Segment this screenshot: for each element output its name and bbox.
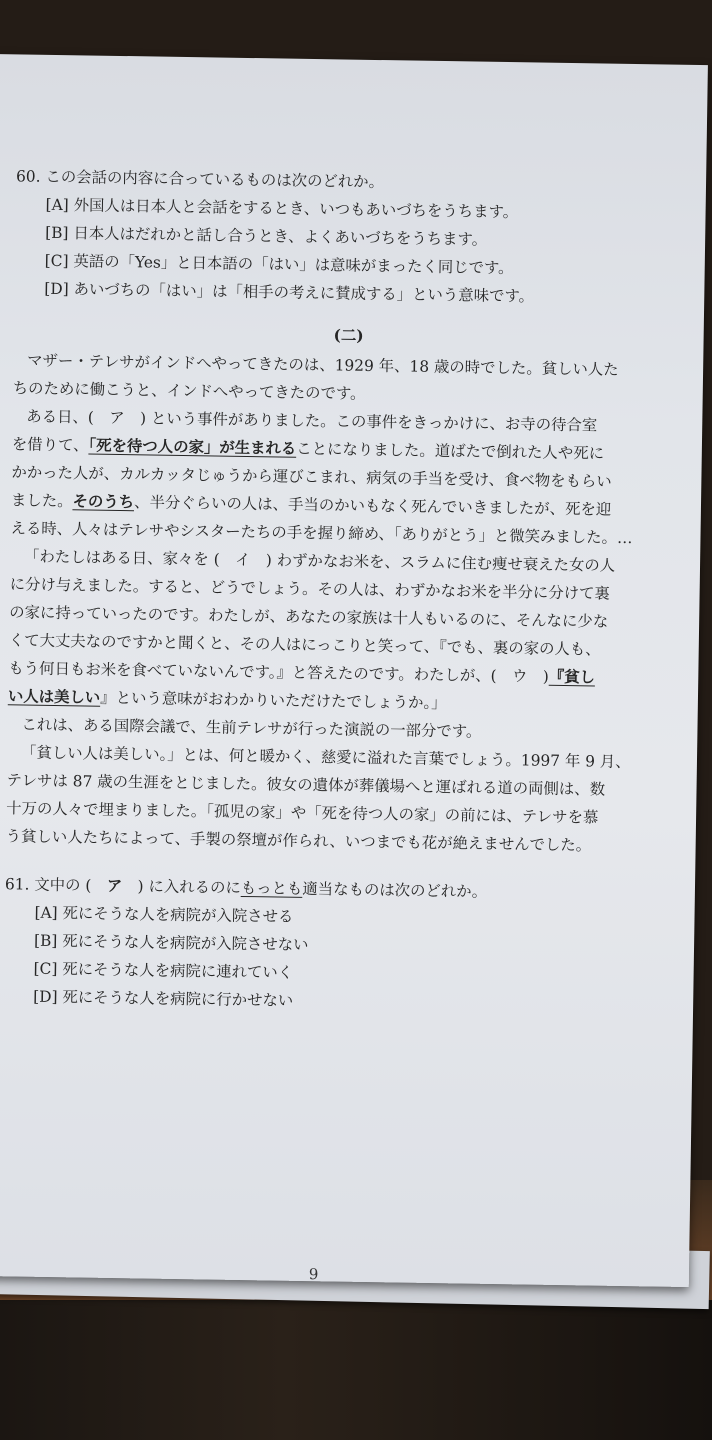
section-title: (二) (333, 326, 364, 345)
page-number: 9 (308, 1265, 319, 1284)
passage-text: ことになりました。道ばたで倒れた人や死に (296, 439, 605, 463)
passage-text: もう何日もお米を食べていないんです。』と答えたのです。わたしが、( ウ ) (8, 659, 549, 686)
passage-line: テレサは 87 歳の生涯をとじました。彼女の遺体が葬儀場へと運ばれる道の両側は、数 (6, 771, 606, 799)
question-60-title: 60. この会話の内容に合っているものは次のどれか。 (15, 167, 385, 192)
passage-line: マザー・テレサがインドへやってきたのは、1929 年、18 歳の時でした。貧しい人た (27, 351, 619, 379)
underlined-phrase: 「死を待つ人の家」が生まれる (88, 436, 297, 458)
question-61-option-b: [B] 死にそうな人を病院が入院させない (33, 931, 309, 955)
question-text: 適当なものは次のどれか。 (302, 879, 488, 901)
underlined-phrase: そのうち (72, 492, 135, 512)
blank-marker: ア (106, 876, 123, 896)
passage-line: 「貧しい人は美しい。」とは、何と暖かく、慈愛に溢れた言葉でしょう。1997 年 9 月、 (20, 743, 631, 772)
passage-line: 十万の人々で埋まりました。「孤児の家」や「死を待つ人の家」の前には、テレサを慕 (6, 799, 599, 827)
question-text: ) に入れるのに (122, 877, 241, 897)
passage-line: ある日、( ア ) という事件がありました。この事件をきっかけに、お寺の待合室 (26, 407, 598, 435)
dark-background (0, 1300, 712, 1440)
question-60-option-a: [A] 外国人は日本人と会話をするとき、いつもあいづちをうちます。 (45, 195, 519, 222)
passage-line: くて大丈夫なのですかと聞くと、その人はにっこりと笑って、『でも、裏の家の人も、 (8, 631, 601, 659)
passage-line: の家に持っていったのです。わたしが、あなたの家族は十人もいるのに、そんなに少な (9, 603, 609, 631)
question-60-option-c: [C] 英語の「Yes」と日本語の「はい」は意味がまったく同じです。 (44, 251, 514, 278)
passage-text: ました。 (10, 491, 73, 511)
page-content (3, 162, 686, 1020)
underlined-word: もっとも (240, 878, 303, 898)
passage-line: かかった人が、カルカッタじゅうから運びこまれ、病気の手当を受け、食べ物をもらい (11, 463, 612, 491)
question-61 (3, 870, 675, 1021)
passage-line: これは、ある国際会議で、生前テレサが行った演説の一部分です。 (21, 715, 482, 741)
passage-text: 』という意味がおわかりいただけたでしょうか。」 (100, 688, 447, 713)
exam-page (0, 54, 708, 1287)
reading-passage (5, 346, 683, 860)
question-60-option-d: [D] あいづちの「はい」は「相手の考えに賛成する」という意味です。 (44, 279, 535, 306)
passage-text: 、半分ぐらいの人は、手当のかいもなく死んでいきましたが、死を迎 (133, 493, 612, 519)
passage-line: に分け与えました。すると、どうでしょう。その人は、わずかなお米を半分に分けて裏 (9, 575, 610, 603)
question-61-option-d: [D] 死にそうな人を病院に行かせない (33, 987, 294, 1010)
passage-line: ちのために働こうと、インドへやってきたのです。 (12, 379, 366, 403)
question-61-option-a: [A] 死にそうな人を病院が入院させる (34, 903, 294, 926)
passage-text: を借りて、 (11, 435, 89, 455)
passage-line: える時、人々はテレサやシスターたちの手を握り締め、「ありがとう」と微笑みました。… (10, 519, 633, 548)
question-text: 61. 文中の ( (4, 875, 107, 895)
question-60 (14, 162, 686, 313)
underlined-phrase: い人は美しい (7, 687, 101, 707)
passage-line: 「わたしはある日、家々を ( イ ) わずかなお米を、スラムに住む痩せ衰えた女の人 (23, 547, 616, 575)
passage-line: う貧しい人たちによって、手製の祭壇が作られ、いつまでも花が絶えませんでした。 (5, 827, 592, 855)
underlined-phrase: 『貧し (548, 667, 596, 687)
question-61-option-c: [C] 死にそうな人を病院に連れていく (33, 959, 294, 982)
question-60-option-b: [B] 日本人はだれかと話し合うとき、よくあいづちをうちます。 (45, 223, 488, 249)
